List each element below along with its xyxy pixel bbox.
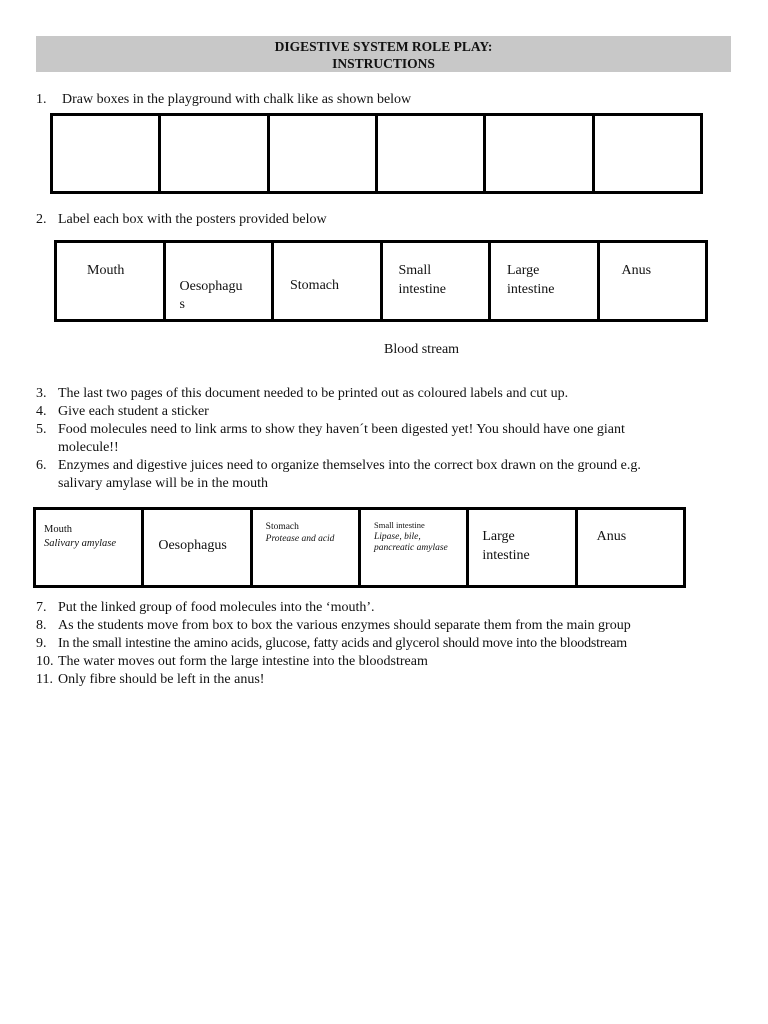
- step-number: 7.: [36, 600, 47, 615]
- step-text: Put the linked group of food molecules into the ‘mouth’.: [58, 600, 375, 615]
- step-text-continued: molecule!!: [58, 440, 119, 455]
- box-large-intestine: [491, 243, 600, 319]
- box-anus: [600, 243, 706, 319]
- box-label: Anus: [596, 529, 627, 544]
- box-oesophagus: [144, 510, 252, 585]
- box-label-line2: s: [179, 297, 185, 312]
- empty-box: [378, 116, 486, 191]
- box-label: Stomach: [290, 278, 339, 293]
- box-oesophagus: [166, 243, 275, 319]
- enzyme-label: Salivary amylase: [44, 538, 117, 549]
- empty-box: [53, 116, 161, 191]
- box-label-line2: intestine: [507, 282, 555, 297]
- box-label: Small intestine: [373, 520, 425, 530]
- box-label-line1: Large: [507, 263, 540, 278]
- box-label: Anus: [621, 263, 652, 278]
- step-number: 1.: [36, 92, 47, 107]
- enzymes-grid: [33, 507, 686, 588]
- step-number: 11.: [36, 672, 53, 687]
- box-anus: [578, 510, 683, 585]
- step-number: 5.: [36, 422, 47, 437]
- enzyme-label-line1: Lipase, bile,: [373, 532, 421, 542]
- box-label-line1: Oesophagu: [179, 279, 243, 294]
- step-text: Food molecules need to link arms to show they haven´t been digested yet! You should have one giant: [58, 422, 625, 437]
- step-text: Give each student a sticker: [58, 404, 209, 419]
- step-text: Label each box with the posters provided below: [58, 212, 327, 227]
- box-label: Oesophagus: [158, 538, 227, 553]
- box-label: Mouth: [44, 524, 73, 535]
- title-line-2: INSTRUCTIONS: [332, 56, 435, 71]
- box-label: Stomach: [265, 522, 299, 532]
- empty-box: [595, 116, 700, 191]
- box-small-intestine: [361, 510, 469, 585]
- empty-box: [270, 116, 378, 191]
- step-number: 9.: [36, 636, 47, 651]
- step-text: Only fibre should be left in the anus!: [58, 672, 265, 687]
- box-small-intestine: [383, 243, 492, 319]
- step-number: 6.: [36, 458, 47, 473]
- step-number: 3.: [36, 386, 47, 401]
- step-text: The last two pages of this document needed to be printed out as coloured labels and cut up.: [58, 386, 569, 401]
- step-text: As the students move from box to box the various enzymes should separate them from the main group: [58, 618, 631, 633]
- step-number: 8.: [36, 618, 47, 633]
- empty-box: [486, 116, 594, 191]
- empty-box: [161, 116, 269, 191]
- organ-labels-grid: [54, 240, 708, 322]
- enzyme-label: Protease and acid: [265, 534, 335, 544]
- blood-stream-label: Blood stream: [384, 342, 460, 357]
- box-large-intestine: [469, 510, 577, 585]
- step-number: 10.: [36, 654, 54, 669]
- box-mouth: [57, 243, 166, 319]
- box-label-line1: Large: [482, 529, 515, 544]
- box-stomach: [253, 510, 361, 585]
- box-stomach: [274, 243, 383, 319]
- box-label: Mouth: [87, 263, 125, 278]
- step-text: Draw boxes in the playground with chalk like as shown below: [62, 92, 412, 107]
- box-mouth: [36, 510, 144, 585]
- step-number: 4.: [36, 404, 47, 419]
- box-label-line1: Small: [398, 263, 432, 278]
- title-line-1: DIGESTIVE SYSTEM ROLE PLAY:: [274, 39, 493, 54]
- step-text: The water moves out form the large intestine into the bloodstream: [58, 654, 428, 669]
- page-title: [36, 36, 731, 72]
- step-number: 2.: [36, 212, 47, 227]
- step-text-continued: salivary amylase will be in the mouth: [58, 476, 268, 491]
- enzyme-label-line2: pancreatic amylase: [373, 543, 448, 553]
- box-label-line2: intestine: [482, 548, 530, 563]
- step-text: In the small intestine the amino acids, glucose, fatty acids and glycerol should move into the bloodstream: [58, 636, 627, 651]
- step-text: Enzymes and digestive juices need to organize themselves into the correct box drawn on the ground e.g.: [58, 458, 641, 473]
- empty-boxes-grid: [50, 113, 703, 194]
- box-label-line2: intestine: [398, 282, 446, 297]
